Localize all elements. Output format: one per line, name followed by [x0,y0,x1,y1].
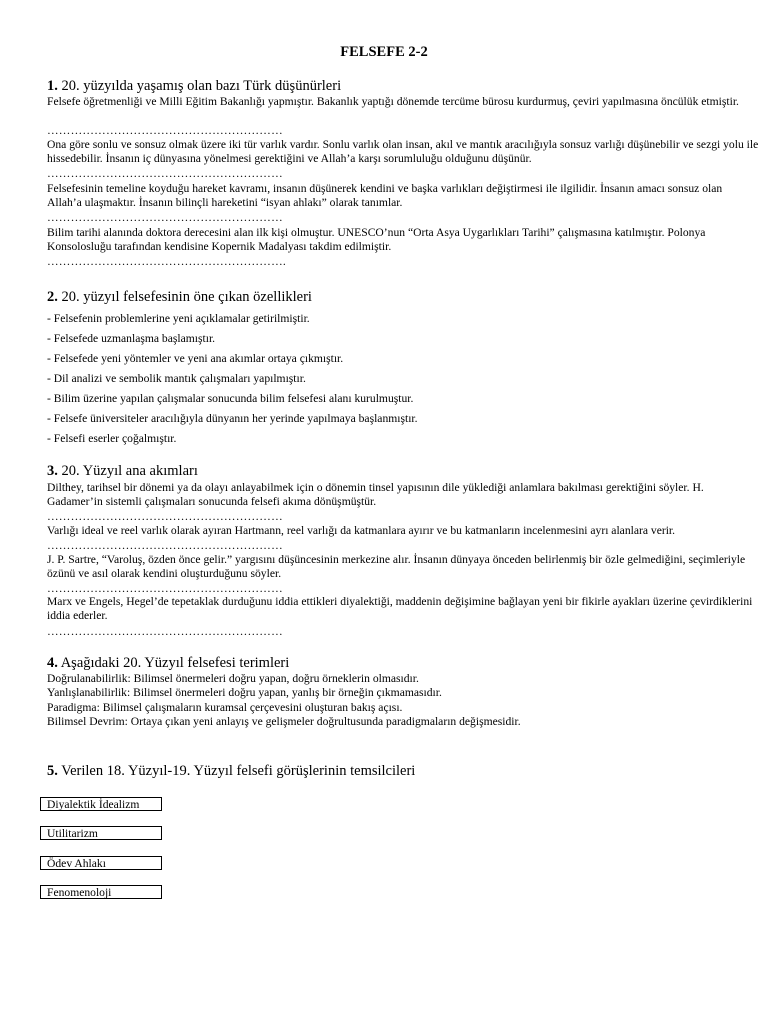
term-definition: Yanlışlanabilirlik: Bilimsel önermeleri doğru yapan, yanlış bir örneğin çıkmamasıdır. [47,686,442,699]
question-3-heading [47,463,198,480]
answer-line: …………………………………………………… [47,124,283,137]
question-number: 4. [47,655,58,671]
q1-item-3: Felsefesinin temeline koyduğu hareket kavramı, insanın düşünerek kendini ve başka varlıkları değiştirmesi ile ilgilidir. İnsanın amacı sonsuz olan Allah’a ulaşmaktır. İnsanın bilinçli hareketini “isyan ahlakı” olarak tanımlar. [47,182,723,210]
answer-line: …………………………………………………… [47,582,283,595]
q1-item-4: Bilim tarihi alanında doktora derecesini alan ilk kişi olmuştur. UNESCO’nun “Orta Asya Uygarlıkları Tarihi” çalışmasına katılmıştır. Polonya Konsolosluğu tarafından kendisine Kopernik Madalyası takdim edilmiştir. [47,226,706,254]
list-item: - Felsefenin problemlerine yeni açıklamalar getirilmiştir. [47,312,310,325]
page-title: FELSEFE 2-2 [340,44,428,60]
q3-item-4: Marx ve Engels, Hegel’de tepetaklak durduğunu iddia ettikleri diyalektiği, maddenin değişimine bağlayan yeni bir fikirle ayakları üzerine çevirdiklerini iddia ederler. [47,595,753,623]
list-item: - Felsefe üniversiteler aracılığıyla dünyanın her yerinde yapılmaya başlanmıştır. [47,412,418,425]
term-definition: Paradigma: Bilimsel çalışmaların kuramsal çerçevesini oluşturan bakış açısı. [47,701,403,714]
question-number: 2. [47,289,58,305]
q3-item-1: Dilthey, tarihsel bir dönemi ya da olayı anlayabilmek için o dönemin tinsel yapısının dile yüklediği anlamlara bakılması gerektiğini söyler. H. Gadamer’in sistemli çalışmaları sonucunda felsefi akıma dönüşmüştür. [47,481,704,509]
answer-line: ……………………………………………………. [47,255,286,268]
q3-item-2: Varlığı ideal ve reel varlık olarak ayıran Hartmann, reel varlığı da katmanlara ayırır ve bu katmanların incelenmesini ayrı alanlara verir. [47,524,676,537]
q1-item-1: Felsefe öğretmenliği ve Milli Eğitim Bakanlığı yapmıştır. Bakanlık yaptığı dönemde tercüme bürosu kurdurmuş, çeviri yapılmasına öncülük etmiştir. [47,95,739,108]
answer-box[interactable]: Ödev Ahlakı [40,856,162,870]
answer-line: …………………………………………………… [47,625,283,638]
q3-item-3: J. P. Sartre, “Varoluş, özden önce gelir.” yargısını düşüncesinin merkezine alır. İnsanın dünyaya önceden belirlenmiş bir özle gelmediğini, seçimleriyle özünü ve asıl olarak kendini oluşturduğunu söyler. [47,553,746,581]
question-5-heading [47,763,415,780]
question-text: 20. Yüzyıl ana akımları [61,463,198,479]
answer-box[interactable]: Utilitarizm [40,826,162,840]
question-text: 20. yüzyıl felsefesinin öne çıkan özellikleri [61,289,312,305]
answer-line: …………………………………………………… [47,539,283,552]
list-item: - Felsefi eserler çoğalmıştır. [47,432,177,445]
question-number: 3. [47,463,58,479]
answer-line: …………………………………………………… [47,167,283,180]
answer-box[interactable]: Diyalektik İdealizm [40,797,162,811]
list-item: - Felsefede yeni yöntemler ve yeni ana akımlar ortaya çıkmıştır. [47,352,344,365]
list-item: - Dil analizi ve sembolik mantık çalışmaları yapılmıştır. [47,372,306,385]
answer-box[interactable]: Fenomenoloji [40,885,162,899]
term-definition: Doğrulanabilirlik: Bilimsel önermeleri doğru yapan, doğru örneklerin olmasıdır. [47,672,419,685]
answer-line: …………………………………………………… [47,211,283,224]
question-number: 5. [47,763,58,779]
answer-line: …………………………………………………… [47,510,283,523]
question-text: 20. yüzyılda yaşamış olan bazı Türk düşünürleri [61,78,342,94]
question-text: Aşağıdaki 20. Yüzyıl felsefesi terimleri [60,655,290,671]
list-item: - Felsefede uzmanlaşma başlamıştır. [47,332,216,345]
question-1-heading [47,78,341,95]
question-text: Verilen 18. Yüzyıl-19. Yüzyıl felsefi görüşlerinin temsilcileri [61,763,416,779]
question-2-heading [47,289,312,306]
question-number: 1. [47,78,58,94]
question-4-heading [47,655,289,672]
list-item: - Bilim üzerine yapılan çalışmalar sonucunda bilim felsefesi alanı kurulmuştur. [47,392,414,405]
q1-item-2: Ona göre sonlu ve sonsuz olmak üzere iki tür varlık vardır. Sonlu varlık olan insan, akıl ve mantık aracılığıyla sonsuz varlığı düşünebilir ve sezgi yolu ile hissedebilir. İnsanın iç dünyasına yönelmesi gerektiğini ve Allah’a karşı sorumluluğu olduğunu düşünür. [47,138,759,166]
term-definition: Bilimsel Devrim: Ortaya çıkan yeni anlayış ve gelişmeler doğrultusunda paradigmaların değişmesidir. [47,715,521,728]
